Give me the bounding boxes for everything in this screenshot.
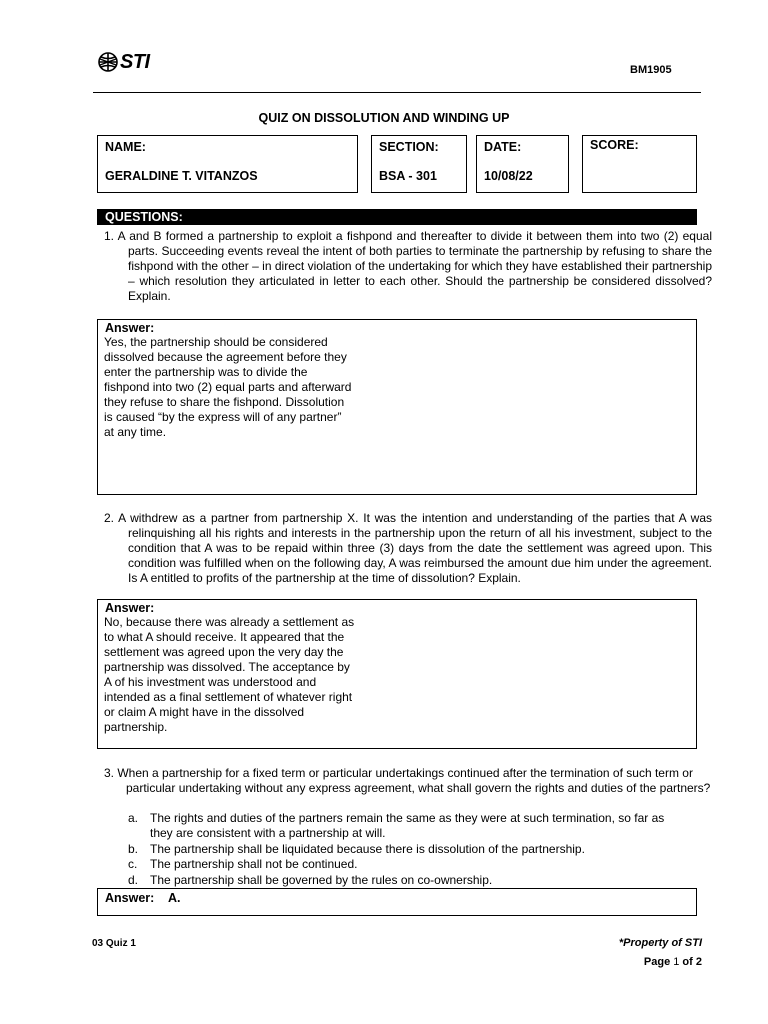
option-b-text: The partnership shall be liquidated because there is dissolution of the partnership. xyxy=(150,842,585,856)
answer-1-text: Yes, the partnership should be considered dissolved because the agreement before they enter the partnership was to divide the fishpond into two (2) equal parts and afterward they refuse to share the fishpond. Dissolution is caused “by the express will of any partner” at any time. xyxy=(104,335,352,439)
answer-3-label: Answer: xyxy=(105,891,155,905)
sti-logo xyxy=(97,49,150,75)
footer-quiz-label: 03 Quiz 1 xyxy=(92,938,136,949)
answer-box-3 xyxy=(97,888,697,916)
option-a-text: The rights and duties of the partners remain the same as they were at such termination, so far as they are consistent with a partnership at will. xyxy=(150,811,665,840)
score-label: SCORE: xyxy=(590,138,639,152)
option-b-letter: b. xyxy=(128,842,139,856)
date-box xyxy=(476,135,569,193)
question-3: 3. When a partnership for a fixed term or particular undertakings continued after the termination of such term or particular undertaking without any express agreement, what shall govern the rights and duties of the partners? xyxy=(104,766,711,795)
page-of: of xyxy=(679,956,696,968)
footer-page-number xyxy=(600,956,702,968)
option-c-letter: c. xyxy=(128,857,138,871)
question-2: 2. A withdrew as a partner from partnership X. It was the intention and understanding of the parties that A was relinquishing all his rights and interests in the partnership upon the return of all his investment, subject to the condition that A was to be repaid within three (3) days from the date the settlement was agreed upon. This condition was fulfilled when on the following day, A was reimbursed the amount due him under the agreement. Is A entitled to profits of the partnership at the time of dissolution? Explain. xyxy=(104,511,712,585)
date-value: 10/08/22 xyxy=(484,169,533,183)
date-label: DATE: xyxy=(484,140,522,154)
section-box xyxy=(371,135,467,193)
answer-box-1 xyxy=(97,319,697,495)
answer-2-text: No, because there was already a settlement as to what A should receive. It appeared that the settlement was agreed upon the very day the partnership was dissolved. The acceptance by A of his investment was understood and intended as a final settlement of whatever right or claim A might have in the dissolved partnership. xyxy=(104,615,355,734)
option-a-letter: a. xyxy=(128,811,139,825)
document-code: BM1905 xyxy=(630,64,672,76)
header-divider xyxy=(93,92,701,93)
sti-globe-icon xyxy=(97,51,119,73)
option-d-text: The partnership shall be governed by the rules on co-ownership. xyxy=(150,873,493,887)
score-box xyxy=(582,135,697,193)
answer-box-2 xyxy=(97,599,697,749)
option-d-letter: d. xyxy=(128,873,139,887)
questions-header: QUESTIONS: xyxy=(97,209,697,225)
section-value: BSA - 301 xyxy=(379,169,437,183)
logo-text: STI xyxy=(120,50,150,73)
name-value: GERALDINE T. VITANZOS xyxy=(105,169,258,183)
footer-property: *Property of STI xyxy=(618,937,702,949)
answer-1-label: Answer: xyxy=(105,321,155,335)
question-1: 1. A and B formed a partnership to exploit a fishpond and thereafter to divide it between them into two (2) equal parts. Succeeding events reveal the intent of both parties to terminate the partnership by refusing to share the fishpond with the other – in direct violation of the undertaking for which they have established their partnership – which resolution they articulated in letter to each other. Should the partnership be considered dissolved? Explain. xyxy=(104,229,712,303)
page-title: QUIZ ON DISSOLUTION AND WINDING UP xyxy=(258,111,510,125)
answer-2-label: Answer: xyxy=(105,601,155,615)
name-label: NAME: xyxy=(105,140,146,154)
answer-3-value: A. xyxy=(168,891,181,905)
page-current: 1 xyxy=(673,956,680,968)
section-label: SECTION: xyxy=(379,140,439,154)
option-c-text: The partnership shall not be continued. xyxy=(150,857,358,871)
page-total: 2 xyxy=(695,956,702,968)
name-box xyxy=(97,135,358,193)
page-prefix: Page xyxy=(643,956,674,968)
